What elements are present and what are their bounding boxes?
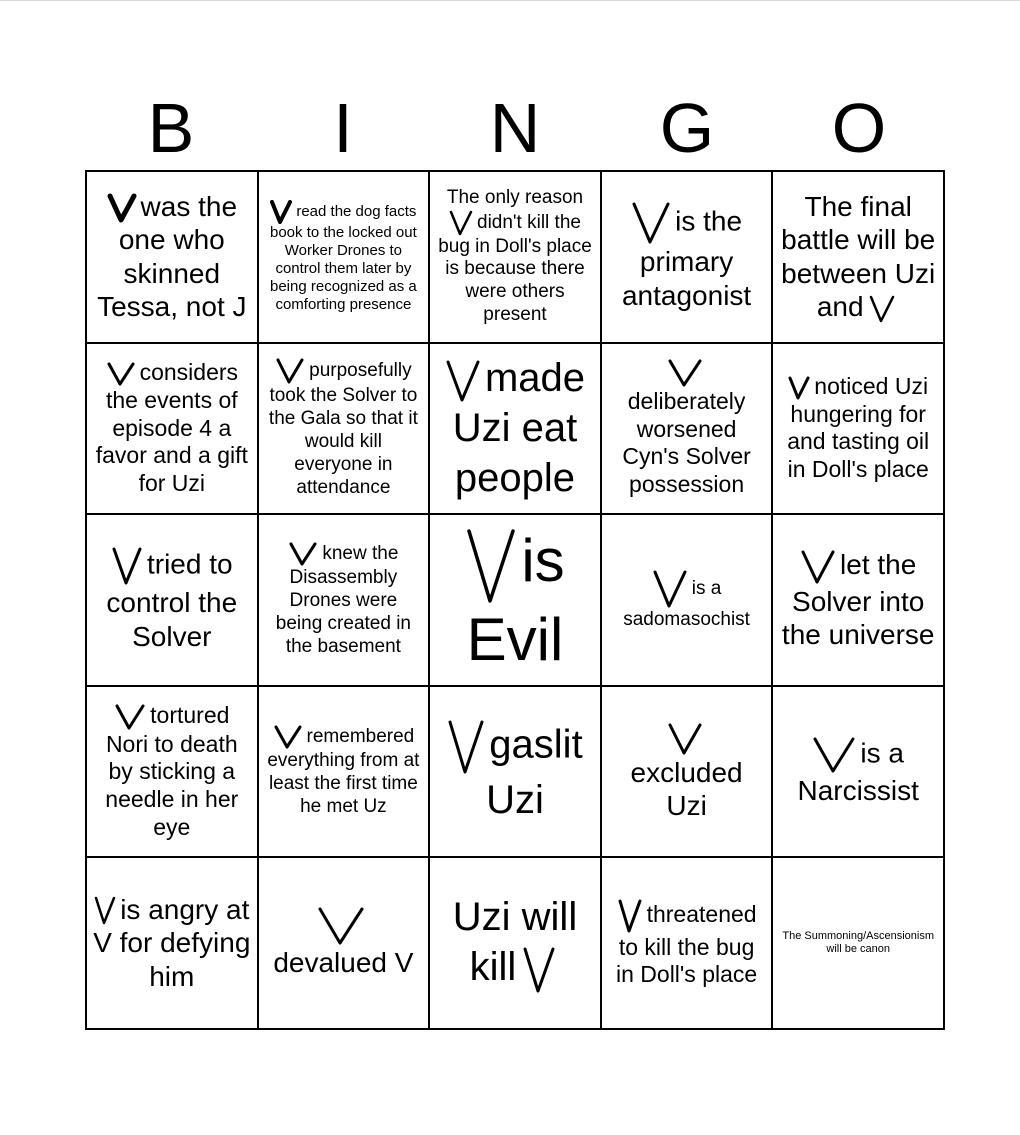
bingo-cell[interactable] [773, 344, 945, 516]
bingo-cell[interactable] [430, 687, 602, 859]
bingo-cell[interactable] [430, 858, 602, 1030]
cell-text: The Summoning/Ascensionism will be canon [782, 930, 934, 956]
cell-text: remembered everything from at least the first time he met Uz [267, 726, 420, 817]
bingo-cell[interactable] [87, 687, 259, 859]
bingo-cell[interactable] [602, 515, 774, 687]
v-glyph-icon [652, 569, 688, 609]
v-glyph-icon [465, 527, 517, 605]
bingo-cell[interactable] [259, 858, 431, 1030]
cell-text: is a sadomasochist [623, 577, 750, 630]
cell-text: The final battle will be between Uzi and [781, 190, 936, 323]
v-glyph-icon [273, 724, 303, 750]
bingo-cell[interactable] [602, 344, 774, 516]
bingo-grid [85, 170, 945, 1030]
bingo-cell[interactable] [87, 515, 259, 687]
v-glyph-icon [788, 376, 810, 400]
header-letter-i: I [333, 89, 353, 167]
v-glyph-icon [800, 549, 836, 585]
cell-text: Uzi will kill [452, 895, 578, 990]
v-glyph-icon [275, 357, 305, 385]
cell-text: devalued V [273, 947, 414, 979]
bingo-cell[interactable] [773, 687, 945, 859]
bingo-header [85, 86, 945, 170]
v-glyph-icon [667, 358, 703, 388]
bingo-cell[interactable] [259, 172, 431, 344]
v-glyph-icon [270, 200, 292, 224]
v-glyph-icon [317, 906, 365, 946]
v-glyph-icon [288, 541, 318, 567]
v-glyph-icon [522, 946, 556, 994]
cell-text: deliberately worsened Cyn's Solver possession [622, 388, 751, 497]
v-glyph-icon [667, 722, 703, 756]
cell-text: let the Solver into the universe [781, 549, 935, 651]
bingo-cell[interactable] [87, 172, 259, 344]
cell-text: excluded Uzi [630, 756, 743, 822]
header-letter-g: G [659, 89, 715, 167]
bingo-cell[interactable] [430, 172, 602, 344]
cell-text: is Evil [466, 527, 565, 673]
v-glyph-icon [449, 210, 473, 236]
bingo-cell[interactable] [87, 858, 259, 1030]
bingo-cell[interactable] [602, 687, 774, 859]
cell-text: made Uzi eat people [452, 356, 586, 501]
cell-text: read the dog facts book to the locked out Worker Drones to control them later by being recognized as a comforting presence [270, 202, 417, 313]
v-glyph-icon [812, 736, 856, 774]
v-glyph-icon [106, 361, 136, 387]
v-glyph-icon [447, 719, 485, 775]
bingo-cell[interactable] [259, 515, 431, 687]
v-glyph-icon [111, 546, 143, 586]
bingo-cell[interactable] [773, 172, 945, 344]
bingo-cell[interactable] [602, 858, 774, 1030]
v-glyph-icon [107, 193, 137, 223]
cell-text: tortured Nori to death by sticking a needle in her eye [105, 701, 239, 840]
bingo-cell[interactable] [773, 515, 945, 687]
v-glyph-icon [445, 359, 481, 403]
cell-text: gaslit Uzi [486, 722, 583, 822]
cell-text: purposefully took the Solver to the Gala so that it would kill everyone in attendance [268, 360, 418, 498]
cell-text: is angry at V for defying him [93, 893, 251, 992]
cell-text: is the primary antagonist [621, 205, 752, 311]
cell-text: was the one who skinned Tessa, not J [97, 190, 247, 323]
cell-text: is a Narcissist [797, 737, 919, 806]
bingo-cell[interactable] [430, 344, 602, 516]
bingo-cell[interactable] [259, 344, 431, 516]
cell-text: considers the events of episode 4 a favor and a gift for Uzi [95, 359, 248, 496]
v-glyph-icon [868, 294, 896, 324]
v-glyph-icon [94, 896, 116, 926]
header-letter-b: B [147, 89, 195, 167]
v-glyph-icon [617, 898, 643, 934]
bingo-cell[interactable] [773, 858, 945, 1030]
cell-text: tried to control the Solver [106, 548, 238, 652]
cell-text: knew the Disassembly Drones were being created in the basement [275, 543, 411, 657]
cell-text: threatened to kill the bug in Doll's place [616, 900, 758, 988]
bingo-cell[interactable] [87, 344, 259, 516]
bingo-cell[interactable] [602, 172, 774, 344]
v-glyph-icon [114, 703, 146, 731]
header-letter-n: N [489, 89, 541, 167]
cell-text: didn't kill the bug in Doll's place is because there were others present [438, 211, 592, 325]
v-glyph-icon [631, 201, 671, 245]
header-letter-o: O [831, 89, 887, 167]
cell-text: noticed Uzi hungering for and tasting oil in Doll's place [787, 373, 930, 482]
top-divider [0, 0, 1020, 1]
bingo-cell[interactable] [430, 515, 602, 687]
cell-text-pre: The only reason [446, 186, 584, 208]
bingo-cell[interactable] [259, 687, 431, 859]
